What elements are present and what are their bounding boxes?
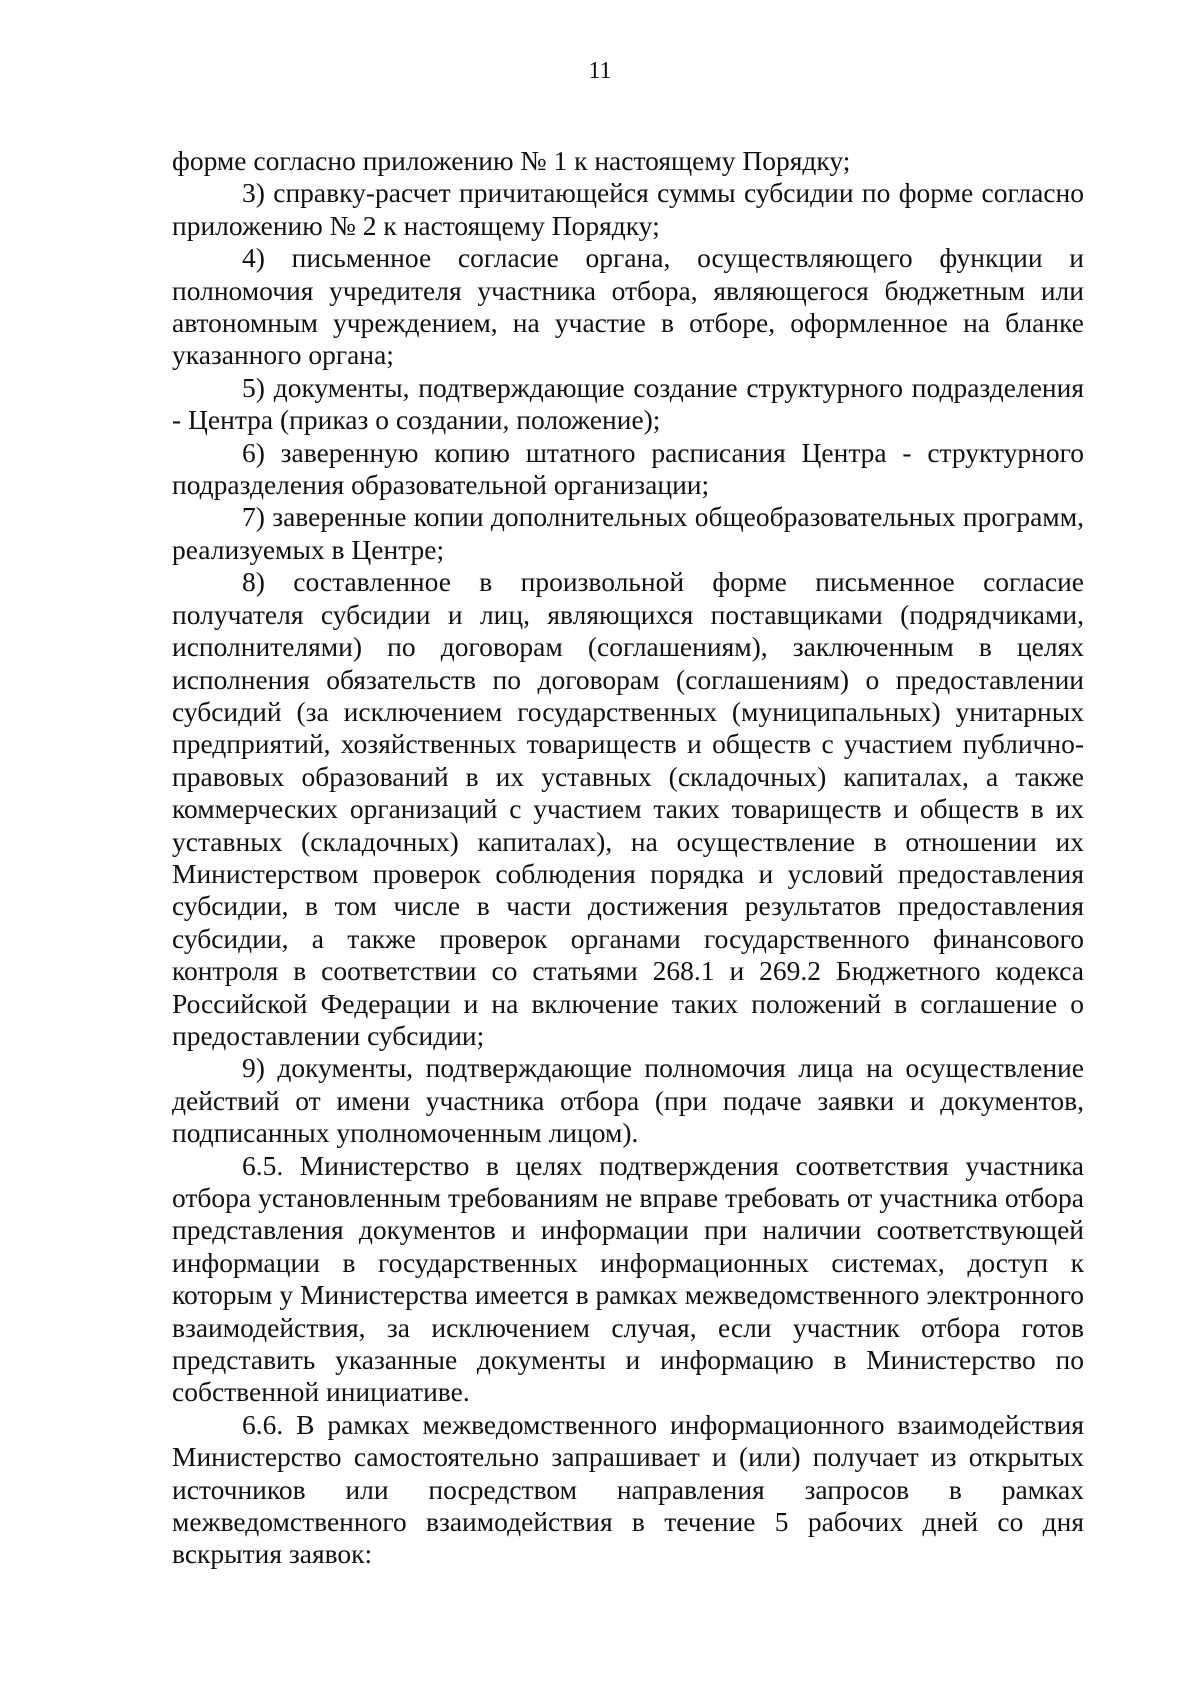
list-item-8: 8) составленное в произвольной форме письменное согласие получателя субсидии и лиц, являющихся поставщиками (подрядчиками, исполнителями) по договорам (соглашениям), заключенным в целях исполнения обязательств по договорам (соглашениям) о предоставлении субсидий (за исключением государственных (муниципальных) унитарных предприятий, хозяйственных товариществ и обществ с участием публично-правовых образований в их уставных (складочных) капиталах, а также коммерческих организаций с участием таких товариществ и обществ в их уставных (складочных) капиталах), на осуществление в отношении их Министерством проверок соблюдения порядка и условий предоставления субсидии, в том числе в части достижения результатов предоставления субсидии, а также проверок органами государственного финансового контроля в соответствии со статьями 268.1 и 269.2 Бюджетного кодекса Российской Федерации и на включение таких положений в соглашение о предоставлении субсидии;	[172, 566, 1084, 1051]
list-item-7: 7) заверенные копии дополнительных общеобразовательных программ, реализуемых в Центре;	[172, 501, 1084, 565]
list-item-9: 9) документы, подтверждающие полномочия лица на осуществление действий от имени участника отбора (при подаче заявки и документов, подписанных уполномоченным лицом).	[172, 1052, 1084, 1149]
paragraph-continuation: форме согласно приложению № 1 к настоящему Порядку;	[172, 145, 851, 176]
paragraph-6-6: 6.6. В рамках межведомственного информационного взаимодействия Министерство самостоятельно запрашивает и (или) получает из открытых источников или посредством направления запросов в рамках межведомственного взаимодействия в течение 5 рабочих дней со дня вскрытия заявок:	[172, 1408, 1084, 1570]
list-item-3: 3) справку-расчет причитающейся суммы субсидии по форме согласно приложению № 2 к настоящему Порядку;	[172, 177, 1084, 241]
list-item-4: 4) письменное согласие органа, осуществляющего функции и полномочия учредителя участника отбора, являющегося бюджетным или автономным учреждением, на участие в отборе, оформленное на бланке указанного органа;	[172, 242, 1084, 371]
document-body	[172, 145, 1084, 1571]
list-item-6: 6) заверенную копию штатного расписания Центра - структурного подразделения образовательной организации;	[172, 436, 1084, 501]
list-item-5: 5) документы, подтверждающие создание структурного подразделения - Центра (приказ о создании, положение);	[172, 371, 1084, 436]
paragraph-6-5: 6.5. Министерство в целях подтверждения соответствия участника отбора установленным требованиям не вправе требовать от участника отбора представления документов и информации при наличии соответствующей информации в государственных информационных системах, доступ к которым у Министерства имеется в рамках межведомственного электронного взаимодействия, за исключением случая, если участник отбора готов представить указанные документы и информацию в Министерство по собственной инициативе.	[172, 1149, 1084, 1408]
page-number: 11	[588, 58, 612, 84]
